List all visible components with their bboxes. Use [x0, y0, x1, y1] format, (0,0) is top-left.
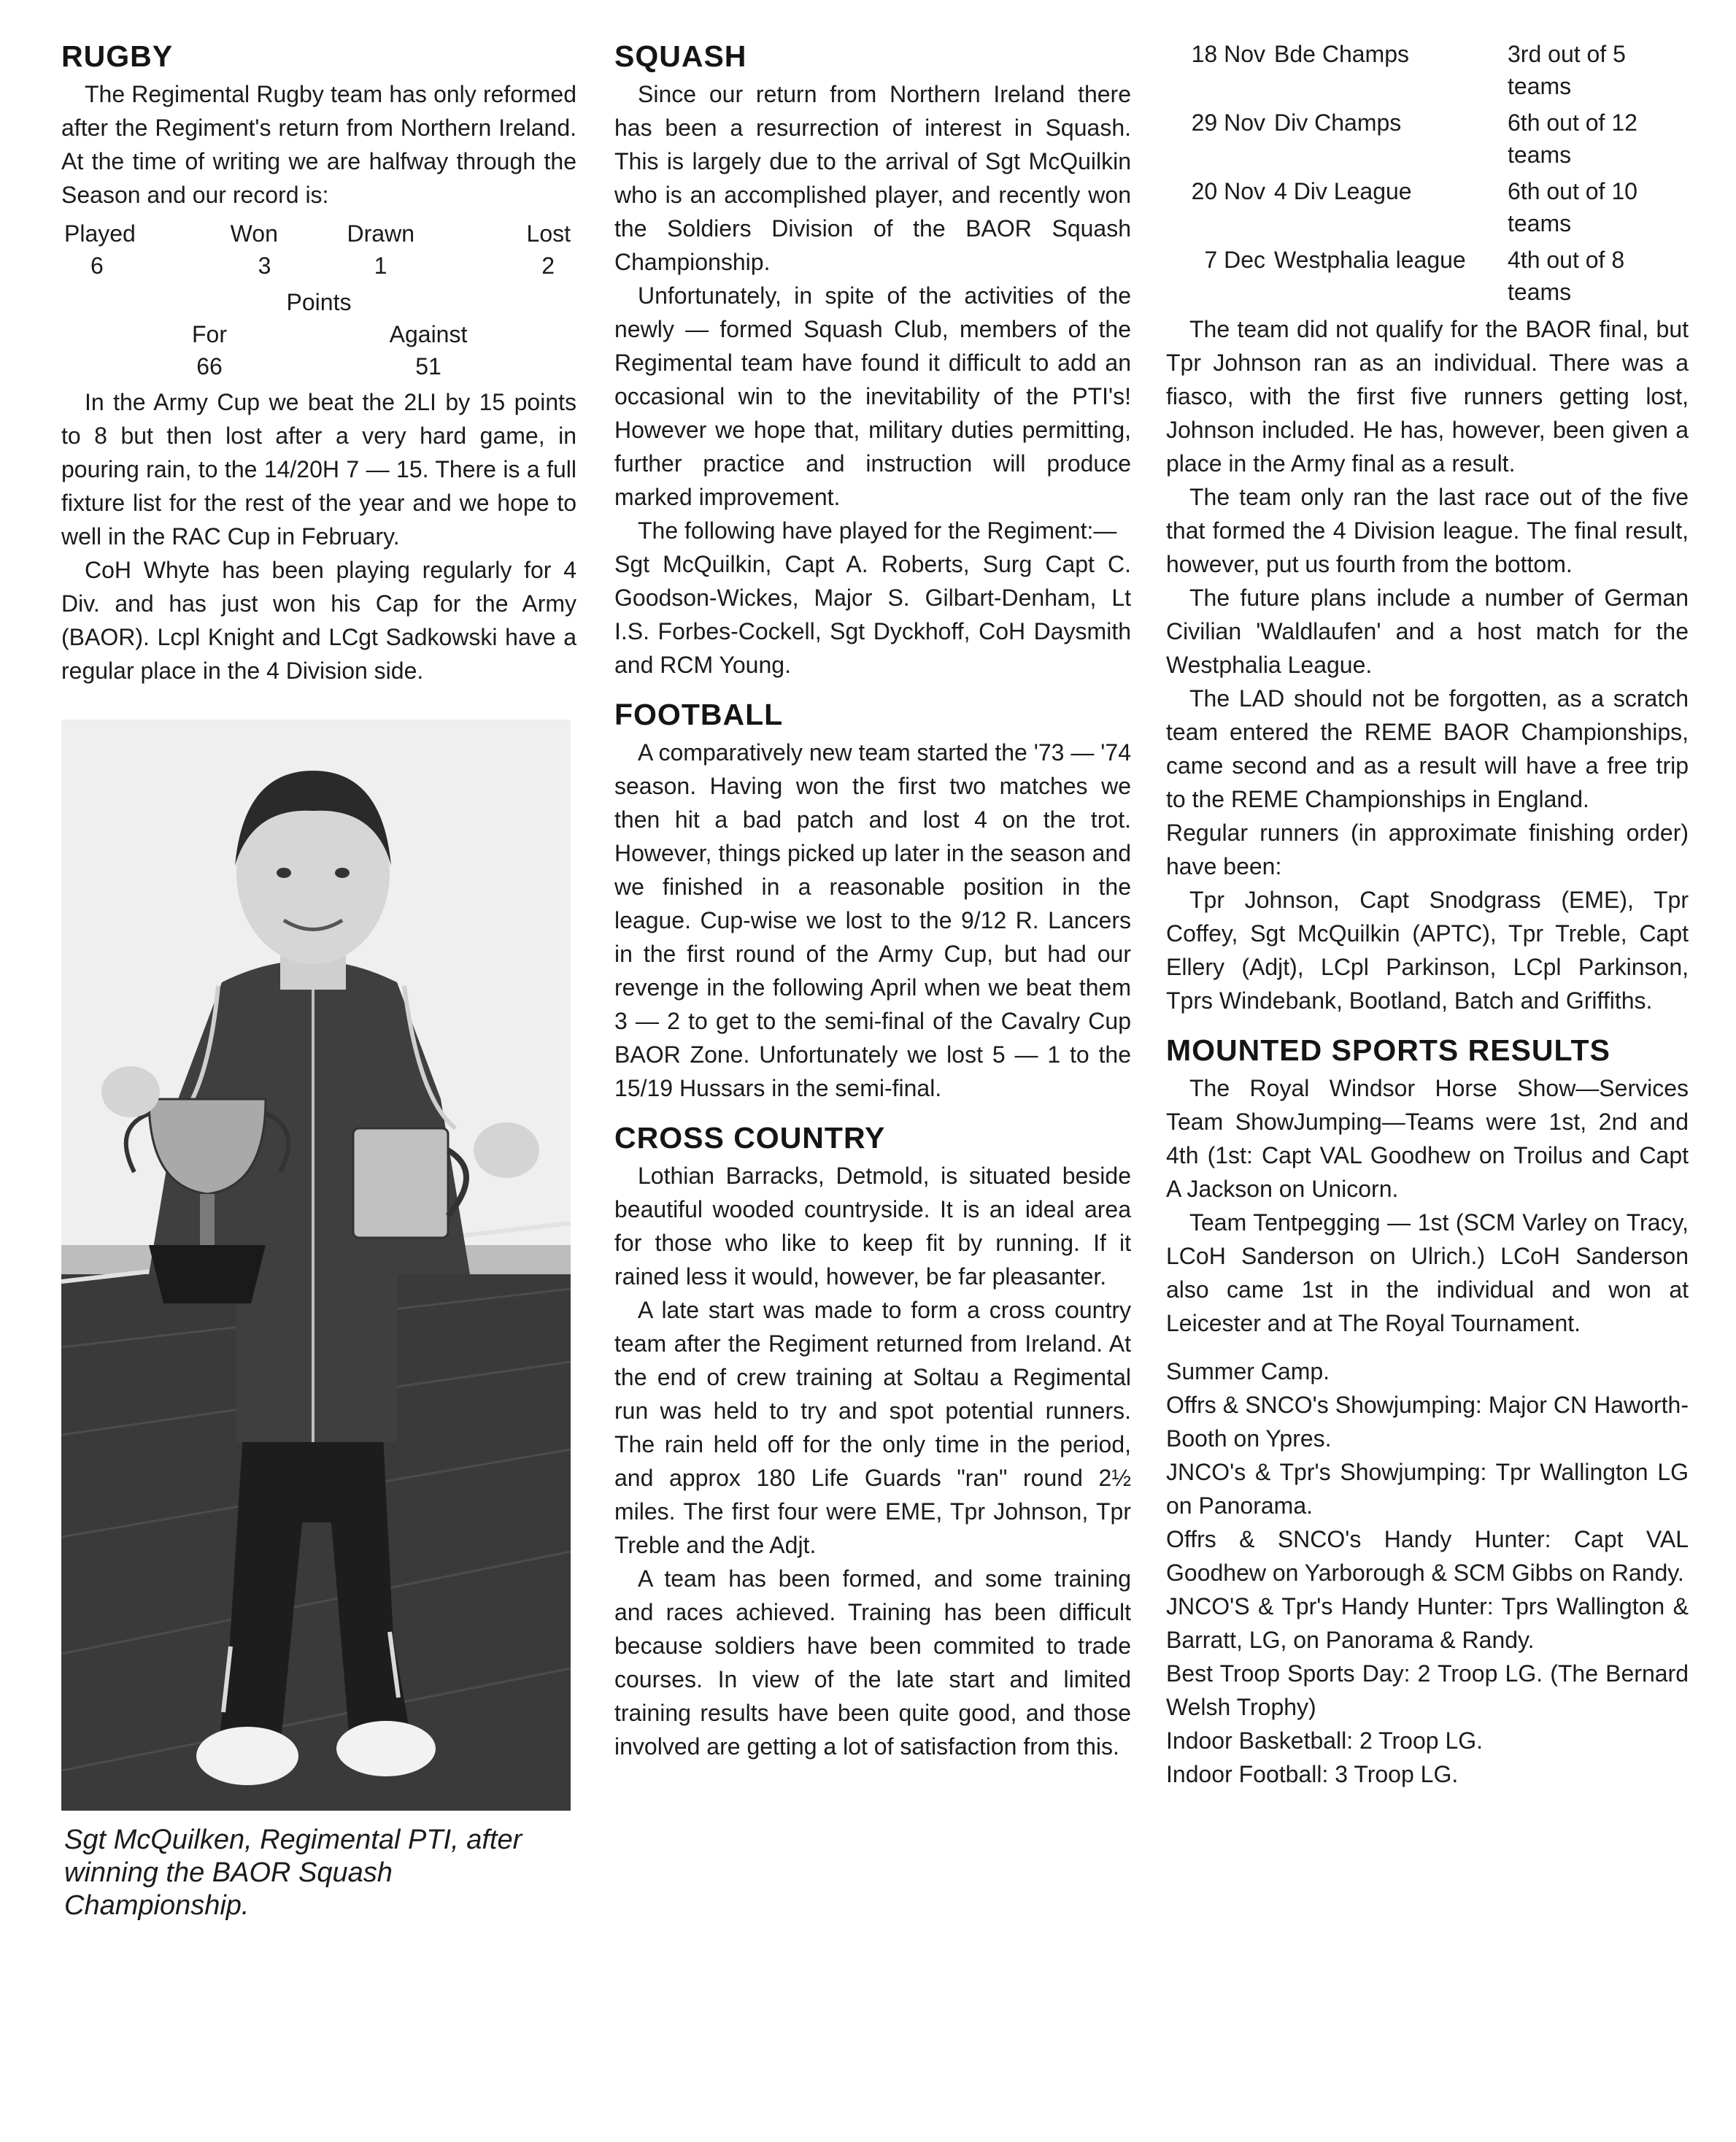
results-row — [1166, 38, 1689, 102]
rugby-points-header-for: For — [192, 321, 227, 347]
rugby-record-table — [61, 217, 576, 382]
summer-item: JNCO's & Tpr's Showjumping: Tpr Wallington LG on Panorama. — [1166, 1459, 1689, 1519]
cross-country-paragraph-2: A late start was made to form a cross country team after the Regiment returned from Ireland. At the end of crew training at Soltau a Regimental run was held to try and spot potential runners. The rain held off for the only time in the period, and approx 180 Life Guards "ran" round 2½ miles. The first four were EME, Tpr Johnson, Tpr Treble and the Adjt. — [614, 1297, 1131, 1558]
summer-item: JNCO'S & Tpr's Handy Hunter: Tprs Wallington & Barratt, LG, on Panorama & Randy. — [1166, 1593, 1689, 1653]
summer-item: Offrs & SNCO's Showjumping: Major CN Haworth-Booth on Ypres. — [1166, 1392, 1689, 1452]
cross-country-paragraph-4: The team did not qualify for the BAOR final, but Tpr Johnson ran as an individual. There was a fiasco, with the first five runners getting lost, Johnson included. He has, however, been given a place in the Army final as a result. — [1166, 316, 1689, 477]
rugby-points-header-against: Against — [389, 321, 468, 347]
cross-country-paragraph-1: Lothian Barracks, Detmold, is situated beside beautiful wooded countryside. It is an ideal area for those who like to keep fit by running. If it rained less it would, however, be far pleasanter. — [614, 1163, 1131, 1290]
squash-heading: SQUASH — [614, 39, 747, 73]
result-outcome: 6th out of 12 teams — [1508, 109, 1637, 168]
result-outcome: 4th out of 8 teams — [1508, 247, 1625, 305]
column-left — [61, 38, 576, 1922]
rugby-header-won: Won — [230, 220, 278, 247]
rugby-points-values — [61, 350, 576, 382]
squash-paragraph-2: Unfortunately, in spite of the activities of the newly — formed Squash Club, members of the Regimental team have found it difficult to add an occasional win to the inevitability of the PTI's! However we hope that, military duties permitting, further practice and instruction will produce marked improvement. — [614, 282, 1131, 510]
cross-country-results-table — [1166, 38, 1689, 308]
rugby-record-values — [61, 250, 576, 282]
results-row — [1166, 244, 1689, 308]
cross-country-paragraph-7: The LAD should not be forgotten, as a scratch team entered the REME BAOR Championships, came second and as a result will have a free trip to the REME Championships in England. — [1166, 685, 1689, 812]
summer-item: Best Troop Sports Day: 2 Troop LG. (The Bernard Welsh Trophy) — [1166, 1660, 1689, 1720]
mounted-paragraph-2: Team Tentpegging — 1st (SCM Varley on Tracy, LCoH Sanderson on Ulrich.) LCoH Sanderson also came 1st in the individual and won at Leicester and at The Royal Tournament. — [1166, 1209, 1689, 1336]
summer-item: Offrs & SNCO's Handy Hunter: Capt VAL Goodhew on Yarborough & SCM Gibbs on Randy. — [1166, 1526, 1689, 1586]
summer-item: Indoor Football: 3 Troop LG. — [1166, 1761, 1459, 1787]
squash-paragraph-4: Sgt McQuilkin, Capt A. Roberts, Surg Capt C. Goodson-Wickes, Major S. Gilbart-Denham, Lt I.S. Forbes-Cockell, Sgt Dyckhoff, CoH Daysmith and RCM Young. — [614, 551, 1131, 678]
result-date: 20 Nov — [1191, 178, 1265, 204]
results-row — [1166, 175, 1689, 239]
result-outcome: 3rd out of 5 teams — [1508, 41, 1626, 99]
rugby-value-lost: 2 — [541, 253, 555, 279]
cross-country-heading: CROSS COUNTRY — [614, 1121, 886, 1155]
cross-country-paragraph-3: A team has been formed, and some training and races achieved. Training has been difficult because soldiers have been commited to trade courses. In view of the late start and limited training results have been quite good, and those involved are getting a lot of satisfaction from this. — [614, 1565, 1131, 1760]
trophy-photo — [61, 720, 571, 1811]
result-event: 4 Div League — [1274, 178, 1412, 204]
rugby-record-headers — [61, 217, 576, 250]
rugby-paragraph-2: In the Army Cup we beat the 2LI by 15 points to 8 but then lost after a very hard game, in pouring rain, to the 14/20H 7 — 15. There is a full fixture list for the rest of the year and we hope to well in the RAC Cup in February. — [61, 389, 576, 550]
rugby-header-lost: Lost — [526, 220, 571, 247]
cross-country-paragraph-5: The team only ran the last race out of the five that formed the 4 Division league. The final result, however, put us fourth from the bottom. — [1166, 484, 1689, 577]
cross-country-runners: Tpr Johnson, Capt Snodgrass (EME), Tpr Coffey, Sgt McQuilkin (APTC), Tpr Treble, Capt Ellery (Adjt), LCpl Parkinson, LCpl Parkinson, Tprs Windebank, Bootland, Batch and Griffiths. — [1166, 887, 1689, 1014]
rugby-points-headers — [61, 318, 576, 350]
photo-caption: Sgt McQuilken, Regimental PTI, after winning the BAOR Squash Championship. — [64, 1825, 522, 1921]
rugby-points-value-against: 51 — [415, 353, 441, 380]
result-date: 18 Nov — [1191, 41, 1265, 67]
photo-illustration — [61, 720, 571, 1811]
football-paragraph-1: A comparatively new team started the '73 — '74 season. Having won the first two matches we then hit a bad patch and lost 4 on the trot. However, things picked up later in the season and we finished in a reasonable position in the league. Cup-wise we lost to the 9/12 R. Lancers in the first round of the Army Cup, but had our revenge in the following April when we beat them 3 — 2 to get to the semi-final of the Cavalry Cup BAOR Zone. Unfortunately we lost 5 — 1 to the 15/19 Hussars in the semi-final. — [614, 739, 1131, 1101]
mounted-sports-heading: MOUNTED SPORTS RESULTS — [1166, 1033, 1610, 1067]
rugby-header-drawn: Drawn — [347, 220, 414, 247]
rugby-intro: The Regimental Rugby team has only reformed after the Regiment's return from Northern Ireland. At the time of writing we are halfway through the Season and our record is: — [61, 81, 576, 208]
column-right — [1166, 38, 1689, 1791]
rugby-value-drawn: 1 — [374, 253, 387, 279]
rugby-header-played: Played — [64, 220, 136, 247]
result-date: 7 Dec — [1204, 247, 1265, 273]
result-outcome: 6th out of 10 teams — [1508, 178, 1637, 236]
column-middle — [614, 38, 1131, 1763]
rugby-heading: RUGBY — [61, 39, 174, 73]
squash-paragraph-3: The following have played for the Regiment:— — [638, 517, 1117, 544]
rugby-points-value-for: 66 — [196, 353, 223, 380]
rugby-value-played: 6 — [90, 253, 104, 279]
squash-paragraph-1: Since our return from Northern Ireland there has been a resurrection of interest in Squash. This is largely due to the arrival of Sgt McQuilkin who is an accomplished player, and recently won the Soldiers Division of the BAOR Squash Championship. — [614, 81, 1131, 275]
mounted-paragraph-1: The Royal Windsor Horse Show—Services Team ShowJumping—Teams were 1st, 2nd and 4th (1st: Capt VAL Goodhew on Troilus and Capt A Jackson on Unicorn. — [1166, 1075, 1689, 1202]
result-event: Div Champs — [1274, 109, 1402, 136]
results-row — [1166, 107, 1689, 171]
result-event: Bde Champs — [1274, 41, 1409, 67]
summer-item: Indoor Basketball: 2 Troop LG. — [1166, 1727, 1484, 1754]
rugby-points-title: Points — [286, 289, 352, 315]
result-event: Westphalia league — [1274, 247, 1466, 273]
cross-country-paragraph-6: The future plans include a number of German Civilian 'Waldlaufen' and a host match for the Westphalia League. — [1166, 585, 1689, 678]
summer-camp-title: Summer Camp. — [1166, 1358, 1330, 1384]
football-heading: FOOTBALL — [614, 698, 784, 731]
rugby-paragraph-3: CoH Whyte has been playing regularly for 4 Div. and has just won his Cap for the Army (BAOR). Lcpl Knight and LCgt Sadkowski have a regular place in the 4 Division side. — [61, 557, 576, 684]
result-date: 29 Nov — [1191, 109, 1265, 136]
rugby-value-won: 3 — [258, 253, 271, 279]
cross-country-paragraph-8: Regular runners (in approximate finishing order) have been: — [1166, 820, 1689, 879]
